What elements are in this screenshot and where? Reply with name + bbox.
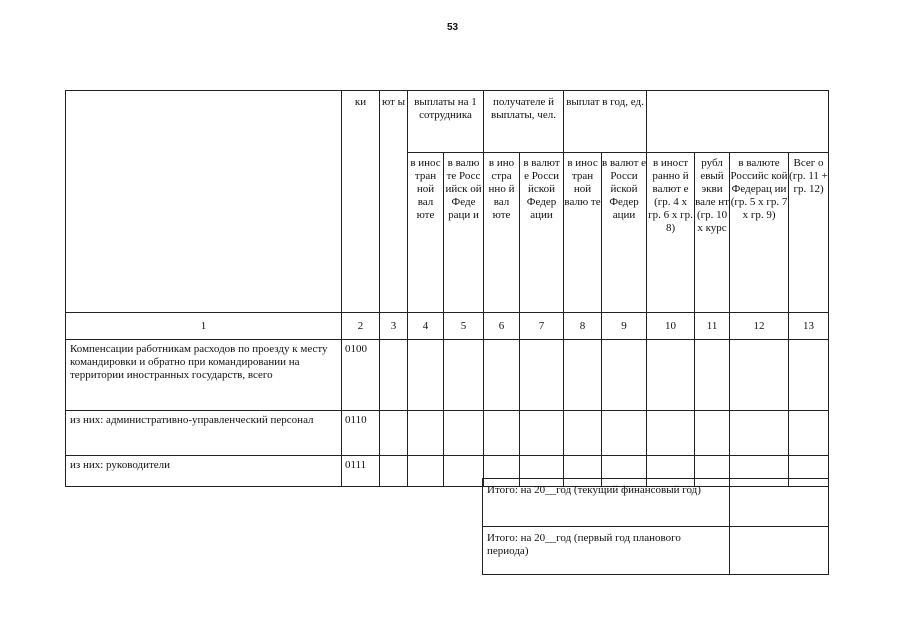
- totals-table: [482, 478, 829, 575]
- data-cell[interactable]: [695, 411, 730, 456]
- totals-row: [483, 527, 829, 575]
- header-col13: Всег о (гр. 11 + гр. 12): [789, 153, 829, 313]
- header-col12: в валюте Российс кой Федерац ии (гр. 5 х гр. 7 х гр. 9): [730, 153, 789, 313]
- header-col2: ки: [342, 91, 380, 313]
- column-number: 4: [408, 313, 444, 340]
- column-number: 13: [789, 313, 829, 340]
- data-cell[interactable]: [789, 340, 829, 411]
- header-col5: в валю те Росс ийск ой Феде раци и: [444, 153, 484, 313]
- header-col7: в валют е Росси йской Федер ации: [520, 153, 564, 313]
- data-cell[interactable]: [380, 456, 408, 487]
- column-number: 10: [647, 313, 695, 340]
- data-cell[interactable]: [564, 411, 602, 456]
- column-number: 7: [520, 313, 564, 340]
- data-cell[interactable]: [408, 456, 444, 487]
- data-cell[interactable]: [484, 411, 520, 456]
- data-cell[interactable]: [695, 340, 730, 411]
- data-cell[interactable]: [647, 340, 695, 411]
- row-label: из них: руководители: [66, 456, 342, 487]
- row-code: 0111: [342, 456, 380, 487]
- column-number: 9: [602, 313, 647, 340]
- header-group-payments-per-employee: выплаты на 1 сотрудника: [408, 91, 484, 153]
- column-number: 2: [342, 313, 380, 340]
- column-number: 5: [444, 313, 484, 340]
- header-col6: в ино стра нно й вал юте: [484, 153, 520, 313]
- column-number: 3: [380, 313, 408, 340]
- totals-label: Итого: на 20__год (первый год планового периода): [483, 527, 730, 575]
- row-label: из них: административно-управленческий персонал: [66, 411, 342, 456]
- header-col1-cell: [66, 91, 342, 313]
- data-cell[interactable]: [520, 411, 564, 456]
- column-number: 8: [564, 313, 602, 340]
- data-cell[interactable]: [602, 340, 647, 411]
- row-label: Компенсации работникам расходов по проезду к месту командировки и обратно при командировании на территории иностранных государств, всего: [66, 340, 342, 411]
- data-cell[interactable]: [602, 411, 647, 456]
- header-col10: в иност ранно й валют е (гр. 4 х гр. 6 х гр. 8): [647, 153, 695, 313]
- header-col8: в инос тран ной валю те: [564, 153, 602, 313]
- data-cell[interactable]: [564, 340, 602, 411]
- totals-label: Итого: на 20__год (текущий финансовый год): [483, 479, 730, 527]
- data-cell[interactable]: [380, 340, 408, 411]
- header-group-payments-per-year: выплат в год, ед.: [564, 91, 647, 153]
- table-row: [66, 340, 829, 411]
- column-number: 12: [730, 313, 789, 340]
- data-cell[interactable]: [484, 340, 520, 411]
- page-number: 53: [446, 22, 459, 33]
- data-cell[interactable]: [408, 340, 444, 411]
- data-cell[interactable]: [380, 411, 408, 456]
- header-group-empty: [647, 91, 829, 153]
- data-cell[interactable]: [444, 411, 484, 456]
- header-col3: ют ы: [380, 91, 408, 313]
- table-row: [66, 411, 829, 456]
- header-col9: в валют е Росси йской Федер ации: [602, 153, 647, 313]
- row-code: 0110: [342, 411, 380, 456]
- header-col11: рубл евый экви вале нт (гр. 10 х курс: [695, 153, 730, 313]
- data-cell[interactable]: [730, 340, 789, 411]
- data-cell[interactable]: [789, 411, 829, 456]
- data-cell[interactable]: [520, 340, 564, 411]
- header-row-top: [66, 91, 829, 153]
- expenses-table: [65, 90, 829, 487]
- column-number: 11: [695, 313, 730, 340]
- data-cell[interactable]: [408, 411, 444, 456]
- totals-row: [483, 479, 829, 527]
- row-code: 0100: [342, 340, 380, 411]
- column-number: 6: [484, 313, 520, 340]
- header-group-recipients: получателе й выплаты, чел.: [484, 91, 564, 153]
- totals-value-cell[interactable]: [730, 479, 829, 527]
- data-cell[interactable]: [444, 456, 484, 487]
- column-number: 1: [66, 313, 342, 340]
- column-number-row: [66, 313, 829, 340]
- data-cell[interactable]: [730, 411, 789, 456]
- data-cell[interactable]: [647, 411, 695, 456]
- data-cell[interactable]: [444, 340, 484, 411]
- totals-value-cell[interactable]: [730, 527, 829, 575]
- header-col4: в инос тран ной вал юте: [408, 153, 444, 313]
